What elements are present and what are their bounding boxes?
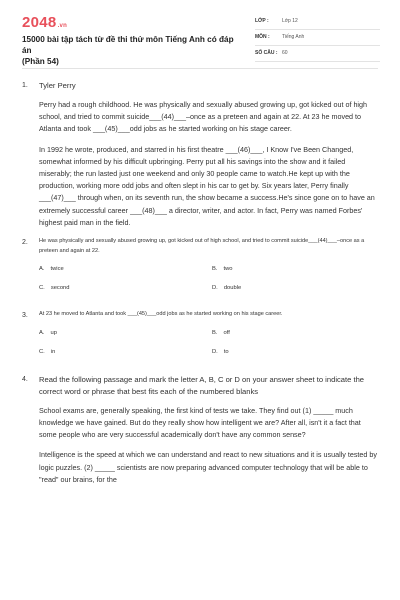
options-row	[39, 266, 378, 285]
option-letter: D.	[212, 348, 218, 355]
answer-option-a[interactable]	[39, 266, 64, 272]
question-text: He was physically and sexually abused growing up, got kicked out of high school, and tried to commit suicide___(44)___–once as a preteen and again at 22.	[39, 238, 365, 254]
option-letter: B.	[212, 266, 218, 273]
question-heading	[22, 310, 378, 320]
document-title	[22, 34, 242, 67]
passage-paragraph: Perry had a rough childhood. He was physically and sexually abused growing up, got kicked out of high school, and tried to commit suicide___(44)___–once as a preteen and again at 22. At 23 he moved to Atlanta and took ___(45)___odd jobs as he started working on his stage career.	[39, 100, 368, 134]
question-number: 3.	[22, 312, 28, 320]
options-row	[39, 330, 378, 349]
document-content	[22, 80, 378, 494]
question-heading	[22, 374, 378, 398]
option-letter: A.	[39, 266, 45, 273]
option-text: to	[223, 348, 229, 355]
answer-options	[22, 330, 378, 368]
answer-option-b[interactable]	[212, 330, 230, 336]
meta-value: Tiếng Anh	[282, 34, 305, 40]
question-2	[22, 237, 378, 304]
logo-suffix: .vn	[57, 23, 68, 29]
document-title-line1: 15000 bài tập tách từ đề thi thử môn Tiếng Anh có đáp án	[22, 35, 234, 55]
document-meta	[255, 14, 380, 62]
option-text: in	[50, 348, 56, 355]
passage	[22, 405, 378, 486]
meta-row-class	[255, 14, 380, 30]
answer-option-d[interactable]	[212, 349, 229, 355]
passage-title: Tyler Perry	[39, 81, 76, 90]
question-heading	[22, 80, 378, 92]
meta-label: MÔN :	[255, 34, 270, 40]
site-logo[interactable]	[22, 14, 67, 31]
options-row	[39, 349, 378, 368]
meta-value: Lớp 12	[282, 18, 298, 24]
answer-option-c[interactable]	[39, 285, 70, 291]
meta-value: 60	[282, 50, 288, 56]
option-text: off	[223, 329, 230, 336]
header-divider	[22, 68, 378, 69]
meta-label: SỐ CÂU :	[255, 50, 278, 56]
question-number: 1.	[22, 82, 28, 89]
passage-paragraph: Intelligence is the speed at which we can understand and react to new situations and it is usually tested by logic puzzles. (2) _____ scientists are now preparing advanced computer technology that will be able to "read" our brains, for the	[39, 450, 378, 484]
answer-option-b[interactable]	[212, 266, 233, 272]
answer-option-a[interactable]	[39, 330, 57, 336]
document-title-line2: (Phần 54)	[22, 57, 59, 66]
answer-option-c[interactable]	[39, 349, 55, 355]
passage	[22, 99, 378, 229]
option-text: second	[50, 285, 70, 292]
options-row	[39, 285, 378, 304]
option-letter: B.	[212, 329, 218, 336]
document-header	[0, 0, 400, 66]
question-number: 2.	[22, 239, 28, 247]
meta-label: LỚP :	[255, 18, 269, 24]
answer-options	[22, 266, 378, 304]
option-text: two	[223, 266, 233, 273]
option-text: twice	[50, 266, 64, 273]
option-letter: D.	[212, 285, 218, 292]
question-number: 4.	[22, 375, 28, 383]
meta-row-count	[255, 46, 380, 62]
answer-option-d[interactable]	[212, 285, 241, 291]
meta-row-subject	[255, 30, 380, 46]
option-letter: C.	[39, 285, 45, 292]
option-text: up	[50, 329, 57, 336]
option-letter: C.	[39, 348, 45, 355]
question-text: At 23 he moved to Atlanta and took ___(45)___odd jobs as he started working on his stage career.	[39, 311, 283, 318]
question-4	[22, 374, 378, 486]
passage-paragraph: In 1992 he wrote, produced, and starred in his first theatre ___(46)___, I Know I've Been Changed, somewhat informed by his difficult upbringing. Perry put all his savings into the show and it failed miserably; the run lasted just one weekend and only 30 people came to watch.He kept up with the production, working more odd jobs and often slept in his car to get by. Six years later, Perry finally ___(47)___ through when, on its seventh run, the show became a success.He's since gone on to have an extremely successful career ___(48)___ a director, writer, and actor. In fact, Perry was named Forbes' highest paid man in the field.	[39, 144, 375, 227]
question-heading	[22, 237, 378, 256]
logo-text: 2048	[22, 14, 57, 31]
question-1	[22, 80, 378, 229]
option-letter: A.	[39, 329, 45, 336]
question-3	[22, 310, 378, 368]
option-text: double	[223, 285, 242, 292]
question-instruction: Read the following passage and mark the letter A, B, C or D on your answer sheet to indicate the correct word or phrase that best fits each of the numbered blanks	[39, 374, 365, 396]
passage-paragraph: School exams are, generally speaking, the first kind of tests we take. They find out (1) _____ much knowledge we have gained. But do they really show how intelligent we are? After all, isn't it a fact that some people who are very successful academically don't have any common sense?	[39, 405, 361, 440]
